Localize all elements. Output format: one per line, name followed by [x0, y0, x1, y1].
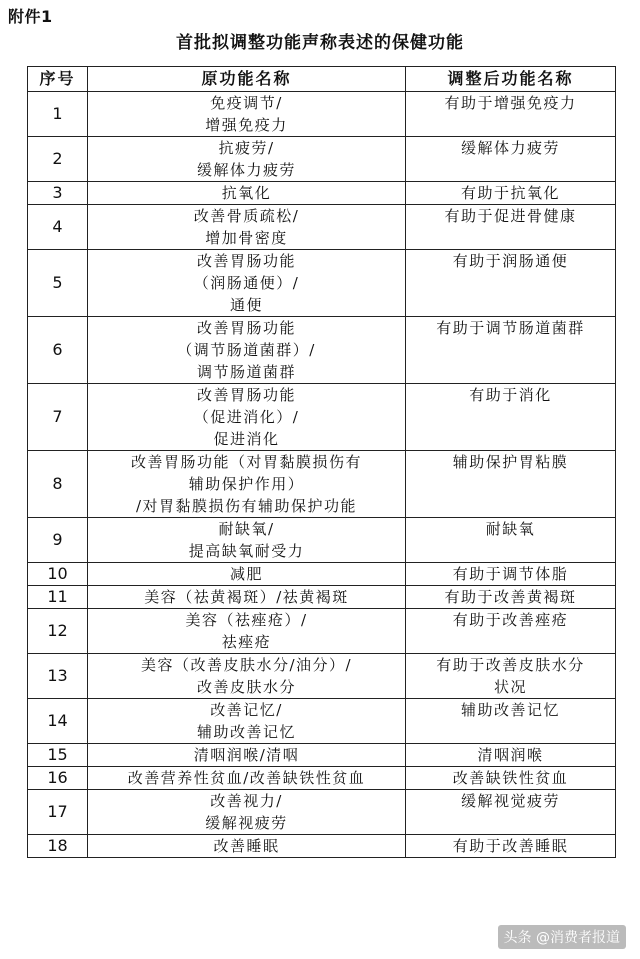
original-name-line: 改善胃肠功能	[196, 386, 296, 404]
table-row	[28, 384, 616, 451]
adjusted-name-line: 辅助保护胃粘膜	[452, 453, 569, 471]
adjusted-name-line: 有助于改善黄褐斑	[444, 588, 577, 606]
row-number: 4	[28, 205, 88, 250]
table-row	[28, 835, 616, 858]
original-name-line: 改善睡眠	[213, 837, 280, 855]
original-name-line: 改善视力/	[210, 792, 283, 810]
table-row	[28, 609, 616, 654]
adjusted-function-name	[406, 205, 616, 250]
adjusted-function-name	[406, 317, 616, 384]
original-name-line: 清咽润喉/清咽	[193, 746, 300, 764]
table-row	[28, 205, 616, 250]
table-row	[28, 767, 616, 790]
adjusted-function-name	[406, 92, 616, 137]
original-function-name	[88, 518, 406, 563]
row-number: 6	[28, 317, 88, 384]
adjusted-function-name	[406, 451, 616, 518]
header-original-name: 原功能名称	[88, 67, 406, 92]
original-function-name	[88, 451, 406, 518]
adjusted-name-line: 缓解视觉疲劳	[460, 792, 560, 810]
original-name-line: 改善皮肤水分	[196, 678, 296, 696]
row-number: 7	[28, 384, 88, 451]
adjusted-function-name	[406, 744, 616, 767]
row-number: 9	[28, 518, 88, 563]
adjusted-function-name	[406, 586, 616, 609]
original-name-line: 祛痤疮	[221, 633, 272, 651]
adjusted-function-name	[406, 609, 616, 654]
header-serial-number: 序号	[28, 67, 88, 92]
table-row	[28, 586, 616, 609]
original-function-name	[88, 137, 406, 182]
table-row	[28, 654, 616, 699]
original-function-name	[88, 654, 406, 699]
adjusted-function-name	[406, 563, 616, 586]
original-name-line: （调节肠道菌群）/	[177, 341, 316, 359]
original-function-name	[88, 182, 406, 205]
original-name-line: 改善胃肠功能	[196, 319, 296, 337]
original-name-line: 美容（改善皮肤水分/油分）/	[140, 656, 353, 674]
original-name-line: 改善骨质疏松/	[193, 207, 300, 225]
page-title: 首批拟调整功能声称表述的保健功能	[176, 33, 464, 53]
original-function-name	[88, 835, 406, 858]
original-name-line: 改善胃肠功能（对胃黏膜损伤有	[130, 453, 362, 471]
original-name-line: 抗疲劳/	[218, 139, 275, 157]
row-number: 2	[28, 137, 88, 182]
table-row	[28, 518, 616, 563]
adjusted-name-line: 有助于改善痤疮	[452, 611, 569, 629]
row-number: 5	[28, 250, 88, 317]
original-name-line: 辅助改善记忆	[196, 723, 296, 741]
original-name-line: 改善胃肠功能	[196, 252, 296, 270]
table-row	[28, 699, 616, 744]
original-name-line: 抗氧化	[221, 184, 272, 202]
original-name-line: 增加骨密度	[205, 229, 288, 247]
original-name-line: 通便	[229, 296, 263, 314]
original-name-line: 改善记忆/	[210, 701, 283, 719]
original-function-name	[88, 384, 406, 451]
adjusted-name-line: 有助于增强免疫力	[444, 94, 577, 112]
original-function-name	[88, 317, 406, 384]
adjusted-function-name	[406, 250, 616, 317]
adjusted-name-line: 有助于调节体脂	[452, 565, 569, 583]
adjusted-name-line: 改善缺铁性贫血	[452, 769, 569, 787]
original-name-line: 减肥	[229, 565, 263, 583]
original-function-name	[88, 609, 406, 654]
row-number: 12	[28, 609, 88, 654]
table-row	[28, 790, 616, 835]
row-number: 16	[28, 767, 88, 790]
table-row	[28, 92, 616, 137]
original-function-name	[88, 699, 406, 744]
row-number: 17	[28, 790, 88, 835]
adjusted-function-name	[406, 767, 616, 790]
row-number: 3	[28, 182, 88, 205]
original-name-line: 免疫调节/	[210, 94, 283, 112]
original-function-name	[88, 744, 406, 767]
row-number: 18	[28, 835, 88, 858]
original-name-line: 缓解视疲劳	[205, 814, 288, 832]
adjusted-name-line: 缓解体力疲劳	[460, 139, 560, 157]
adjusted-name-line: 状况	[493, 678, 527, 696]
original-name-line: 耐缺氧/	[218, 520, 275, 538]
adjusted-function-name	[406, 654, 616, 699]
original-name-line: 增强免疫力	[205, 116, 288, 134]
functions-table	[27, 66, 616, 858]
adjusted-function-name	[406, 182, 616, 205]
adjusted-name-line: 有助于改善睡眠	[452, 837, 569, 855]
row-number: 11	[28, 586, 88, 609]
table-row	[28, 250, 616, 317]
watermark: 头条 @消费者报道	[498, 925, 626, 949]
row-number: 10	[28, 563, 88, 586]
original-name-line: 辅助保护作用）	[188, 475, 305, 493]
row-number: 15	[28, 744, 88, 767]
original-name-line: 提高缺氧耐受力	[188, 542, 305, 560]
original-function-name	[88, 563, 406, 586]
table-header-row	[28, 67, 616, 92]
original-name-line: 改善营养性贫血/改善缺铁性贫血	[127, 769, 366, 787]
table-row	[28, 137, 616, 182]
original-function-name	[88, 205, 406, 250]
original-name-line: 美容（祛黄褐斑）/祛黄褐斑	[144, 588, 349, 606]
adjusted-name-line: 辅助改善记忆	[460, 701, 560, 719]
adjusted-name-line: 有助于润肠通便	[452, 252, 569, 270]
adjusted-name-line: 有助于抗氧化	[460, 184, 560, 202]
original-name-line: 缓解体力疲劳	[196, 161, 296, 179]
row-number: 13	[28, 654, 88, 699]
adjusted-name-line: 有助于促进骨健康	[444, 207, 577, 225]
original-function-name	[88, 250, 406, 317]
table-row	[28, 182, 616, 205]
adjusted-function-name	[406, 790, 616, 835]
adjusted-function-name	[406, 384, 616, 451]
original-function-name	[88, 586, 406, 609]
adjusted-function-name	[406, 835, 616, 858]
table-row	[28, 563, 616, 586]
adjusted-name-line: 有助于消化	[469, 386, 552, 404]
header-adjusted-name: 调整后功能名称	[406, 67, 616, 92]
adjusted-name-line: 清咽润喉	[477, 746, 544, 764]
adjusted-function-name	[406, 518, 616, 563]
adjusted-name-line: 耐缺氧	[485, 520, 536, 538]
original-name-line: 美容（祛痤疮）/	[185, 611, 308, 629]
original-name-line: 调节肠道菌群	[196, 363, 296, 381]
original-name-line: （促进消化）/	[193, 408, 300, 426]
adjusted-name-line: 有助于改善皮肤水分	[436, 656, 585, 674]
table-row	[28, 451, 616, 518]
original-function-name	[88, 790, 406, 835]
row-number: 1	[28, 92, 88, 137]
original-function-name	[88, 767, 406, 790]
adjusted-name-line: 有助于调节肠道菌群	[436, 319, 585, 337]
original-function-name	[88, 92, 406, 137]
original-name-line: /对胃黏膜损伤有辅助保护功能	[135, 497, 358, 515]
table-row	[28, 317, 616, 384]
original-name-line: 促进消化	[213, 430, 280, 448]
adjusted-function-name	[406, 137, 616, 182]
original-name-line: （润肠通便）/	[193, 274, 300, 292]
table-row	[28, 744, 616, 767]
attachment-label: 附件1	[8, 7, 53, 26]
row-number: 14	[28, 699, 88, 744]
adjusted-function-name	[406, 699, 616, 744]
table-body	[28, 92, 616, 858]
row-number: 8	[28, 451, 88, 518]
